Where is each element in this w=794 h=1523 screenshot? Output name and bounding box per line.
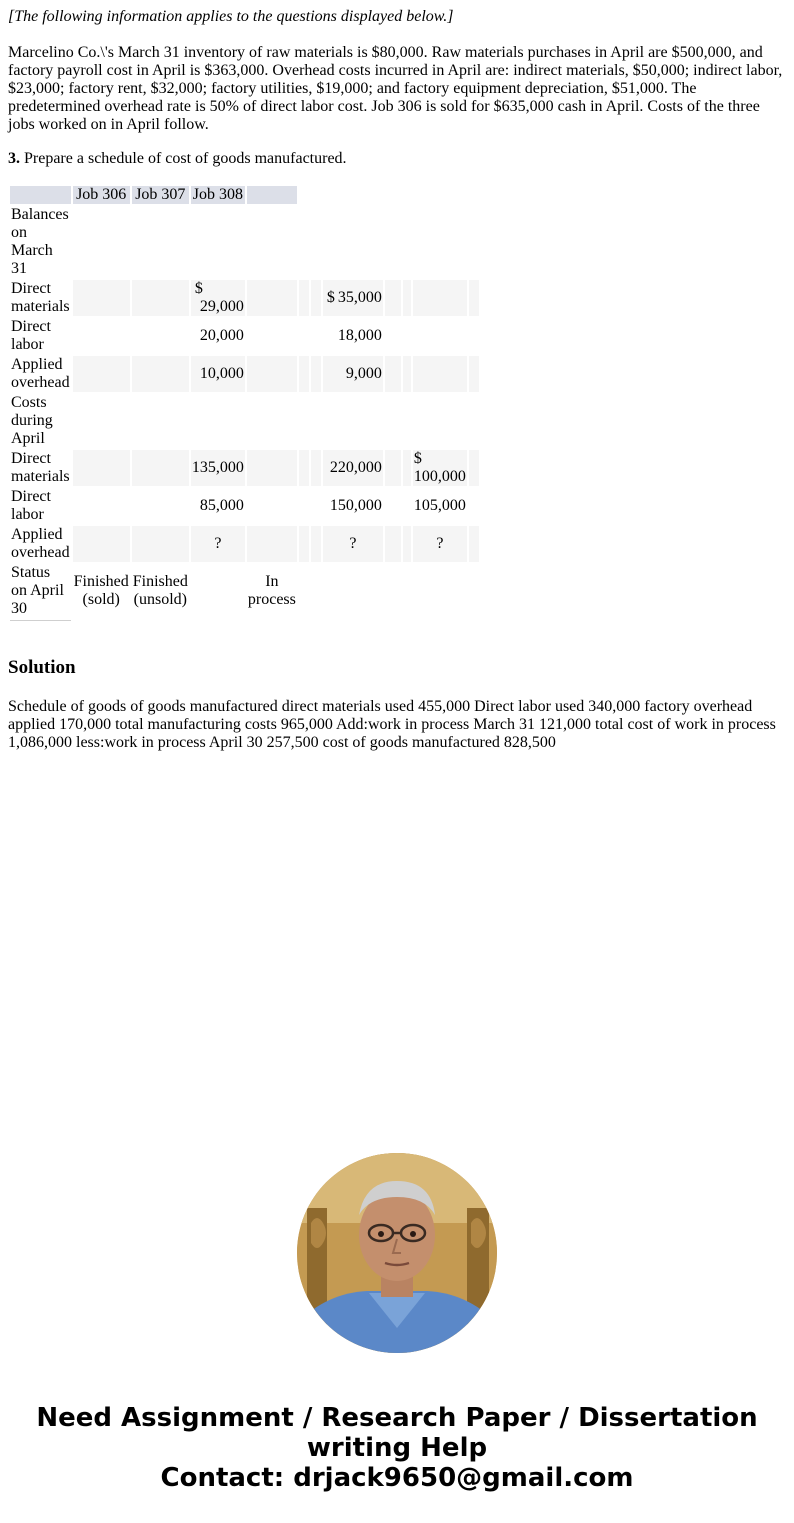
row-label: Direct materials <box>11 280 70 315</box>
cell-value: ? <box>413 526 467 562</box>
table-row <box>10 526 479 562</box>
section-row-march <box>10 206 479 278</box>
avatar <box>297 1153 497 1353</box>
promo-line-1: Need Assignment / Research Paper / Dissertation <box>36 1403 758 1433</box>
cell-value: 20,000 <box>199 327 244 344</box>
table-row <box>10 356 479 392</box>
cell-value: 9,000 <box>323 356 383 392</box>
portrait-image <box>297 1153 497 1353</box>
row-label: Direct labor <box>11 488 51 523</box>
table-row <box>10 488 479 524</box>
row-label: Direct materials <box>11 450 70 485</box>
header-job-306: Job 306 <box>73 186 130 204</box>
question-number: 3. <box>8 150 20 167</box>
cell-value: $ 35,000 <box>323 280 383 316</box>
promo-banner <box>0 1403 794 1493</box>
row-label: Status on April 30 <box>11 564 64 617</box>
table-header-row <box>10 186 479 204</box>
question <box>8 150 786 168</box>
cell-value: 105,000 <box>413 497 466 514</box>
cell-value <box>413 318 467 354</box>
promo-line-3: Contact: drjack9650@gmail.com <box>160 1463 634 1493</box>
intro-note: [The following information applies to the questions displayed below.] <box>8 8 454 25</box>
table-row <box>10 450 479 486</box>
status-job-307: Finished (unsold) <box>132 573 188 608</box>
cell-value: 85,000 <box>199 497 244 514</box>
cell-value: $ 100,000 <box>413 450 466 485</box>
cell-value <box>413 356 467 392</box>
section-row-april <box>10 394 479 448</box>
row-label: Direct labor <box>11 318 51 353</box>
solution-text: Schedule of goods of goods manufactured direct materials used 455,000 Direct labor used 340,000 factory overhead applied 170,000 total manufacturing costs 965,000 Add:work in process March 31 121,000 total cost of work in process 1,086,000 less:work in process April 30 257,500 cost of goods manufactured 828,500 <box>8 698 776 751</box>
status-job-306: Finished (sold) <box>73 573 129 608</box>
header-job-308: Job 308 <box>192 186 243 203</box>
table-row <box>10 280 479 316</box>
dollar-sign: $ <box>326 289 335 306</box>
status-job-308: In process <box>247 573 296 608</box>
cell-value: 18,000 <box>337 327 382 344</box>
row-label: Applied overhead <box>11 356 70 391</box>
table-footer-rule <box>10 620 479 625</box>
promo-line-2: writing Help <box>306 1433 488 1463</box>
table-row <box>10 318 479 354</box>
job-cost-table <box>8 184 481 627</box>
status-row <box>10 564 479 618</box>
cell-value: 10,000 <box>191 356 245 392</box>
cell-value: ? <box>323 526 383 562</box>
cell-value: ? <box>191 526 245 562</box>
header-job-307: Job 307 <box>132 186 189 204</box>
cell-value: 220,000 <box>323 450 383 486</box>
row-label: Applied overhead <box>11 526 70 561</box>
section-label-march: Balances on March 31 <box>11 206 69 277</box>
problem-text: Marcelino Co.\'s March 31 inventory of raw materials is $80,000. Raw materials purchases in April are $500,000, and factory payroll cost in April is $363,000. Overhead costs incurred in April are: indirect materials, $50,000; indirect labor, $23,000; factory rent, $32,000; factory utilities, $19,000; and factory equipment depreciation, $51,000. The predetermined overhead rate is 50% of direct labor cost. Job 306 is sold for $635,000 cash in April. Costs of the three jobs worked on in April follow. <box>8 44 783 133</box>
dollar-sign: $ <box>194 280 203 297</box>
section-label-april: Costs during April <box>11 394 53 447</box>
dollar-sign: $ <box>413 450 422 467</box>
cell-value: 150,000 <box>329 497 382 514</box>
cell-value <box>413 280 467 316</box>
cell-value: 135,000 <box>191 450 245 486</box>
cell-value: $ 29,000 <box>191 280 245 316</box>
question-text: Prepare a schedule of cost of goods manufactured. <box>20 150 347 167</box>
solution-heading: Solution <box>8 657 76 678</box>
